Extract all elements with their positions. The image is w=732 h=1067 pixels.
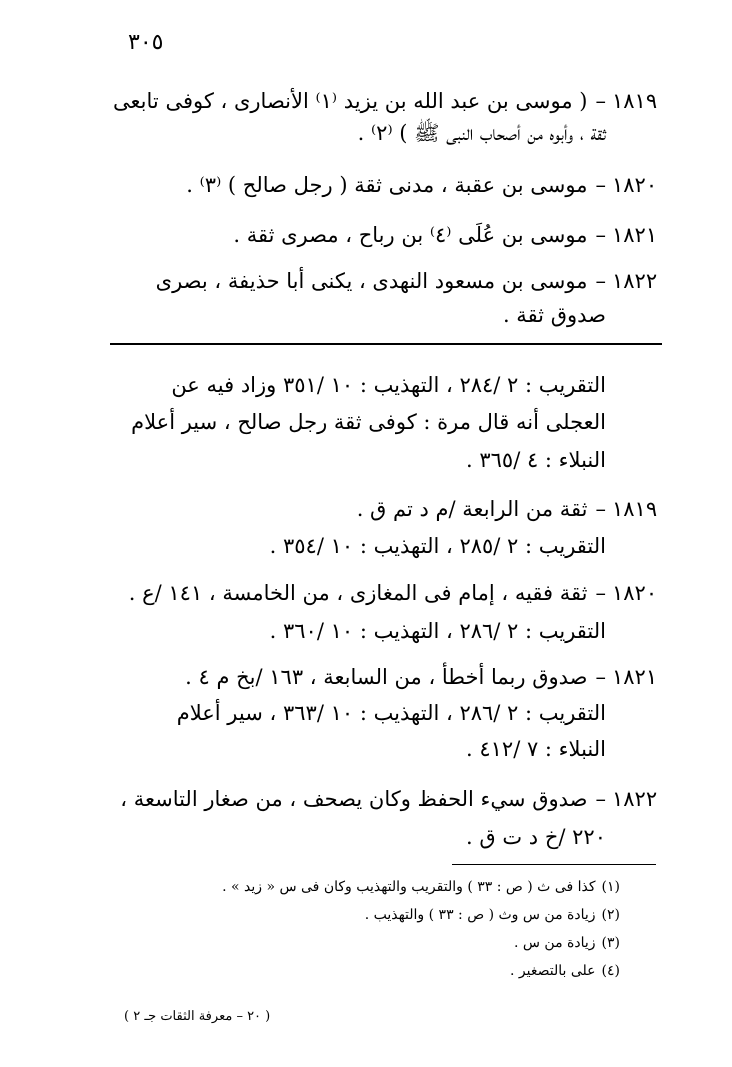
note-1819-line-1: ١٨١٩–ثقة من الرابعة /م د تم ق . [356, 497, 658, 521]
entry-1820: ١٨٢٠–موسى بن عقبة ، مدنى ثقة ( رجل صالح ) ⁽٣⁾ . [186, 173, 658, 197]
note-intro-line-3: النبلاء : ٤ /٣٦٥ . [466, 448, 606, 472]
note-1821-line-2: التقريب : ٢ /٢٨٦ ، التهذيب : ١٠ /٣٦٣ ، سير أعلام [176, 701, 606, 725]
main-divider [110, 343, 662, 345]
entry-1819-line-1: ١٨١٩–( موسى بن عبد الله بن يزيد ⁽١⁾ الأنصارى ، كوفى تابعى [113, 89, 658, 113]
footnote-2: (٢)زيادة من س وث ( ص : ٣٣ ) والتهذيب . [364, 907, 620, 923]
entry-1822-line-2: صدوق ثقة . [502, 303, 606, 327]
footnote-3: (٣)زيادة من س . [513, 935, 620, 951]
note-1819-line-2: التقريب : ٢ /٢٨٥ ، التهذيب : ١٠ /٣٥٤ . [269, 534, 606, 558]
footnote-1: (١)كذا فى ث ( ص : ٣٣ ) والتقريب والتهذيب وكان فى س « زيد » . [222, 879, 620, 895]
note-1822-line-1: ١٨٢٢–صدوق سيء الحفظ وكان يصحف ، من صغار التاسعة ، [120, 787, 658, 811]
note-intro-line-2: العجلى أنه قال مرة : كوفى ثقة رجل صالح ، سير أعلام [131, 410, 606, 434]
note-1821-line-1: ١٨٢١–صدوق ربما أخطأ ، من السابعة ، ١٦٣ /بخ م ٤ . [185, 665, 658, 689]
page-number: ٣٠٥ [128, 30, 164, 55]
entry-1819-line-2: ثقة ، وأبوه من أصحاب النبى ﷺ ) ⁽٢⁾ . [357, 121, 606, 145]
note-1822-line-2: ٢٢٠ /خ د ت ق . [466, 825, 606, 849]
note-1820-line-1: ١٨٢٠–ثقة فقيه ، إمام فى المغازى ، من الخامسة ، ١٤١ /ع . [128, 581, 658, 605]
signature-mark: ( ٢٠ – معرفة الثقات جـ ٢ ) [124, 1009, 271, 1024]
footnote-4: (٤)على بالتصغير . [510, 963, 620, 979]
note-1820-line-2: التقريب : ٢ /٢٨٦ ، التهذيب : ١٠ /٣٦٠ . [269, 619, 606, 643]
note-1821-line-3: النبلاء : ٧ /٤١٢ . [466, 737, 606, 761]
entry-1821: ١٨٢١–موسى بن عُلَى ⁽٤⁾ بن رباح ، مصرى ثقة . [233, 223, 658, 247]
entry-1822-line-1: ١٨٢٢–موسى بن مسعود النهدى ، يكنى أبا حذيفة ، بصرى [155, 269, 658, 293]
footnote-divider [452, 864, 656, 865]
note-intro-line-1: التقريب : ٢ /٢٨٤ ، التهذيب : ١٠ /٣٥١ وزاد فيه عن [171, 373, 606, 397]
